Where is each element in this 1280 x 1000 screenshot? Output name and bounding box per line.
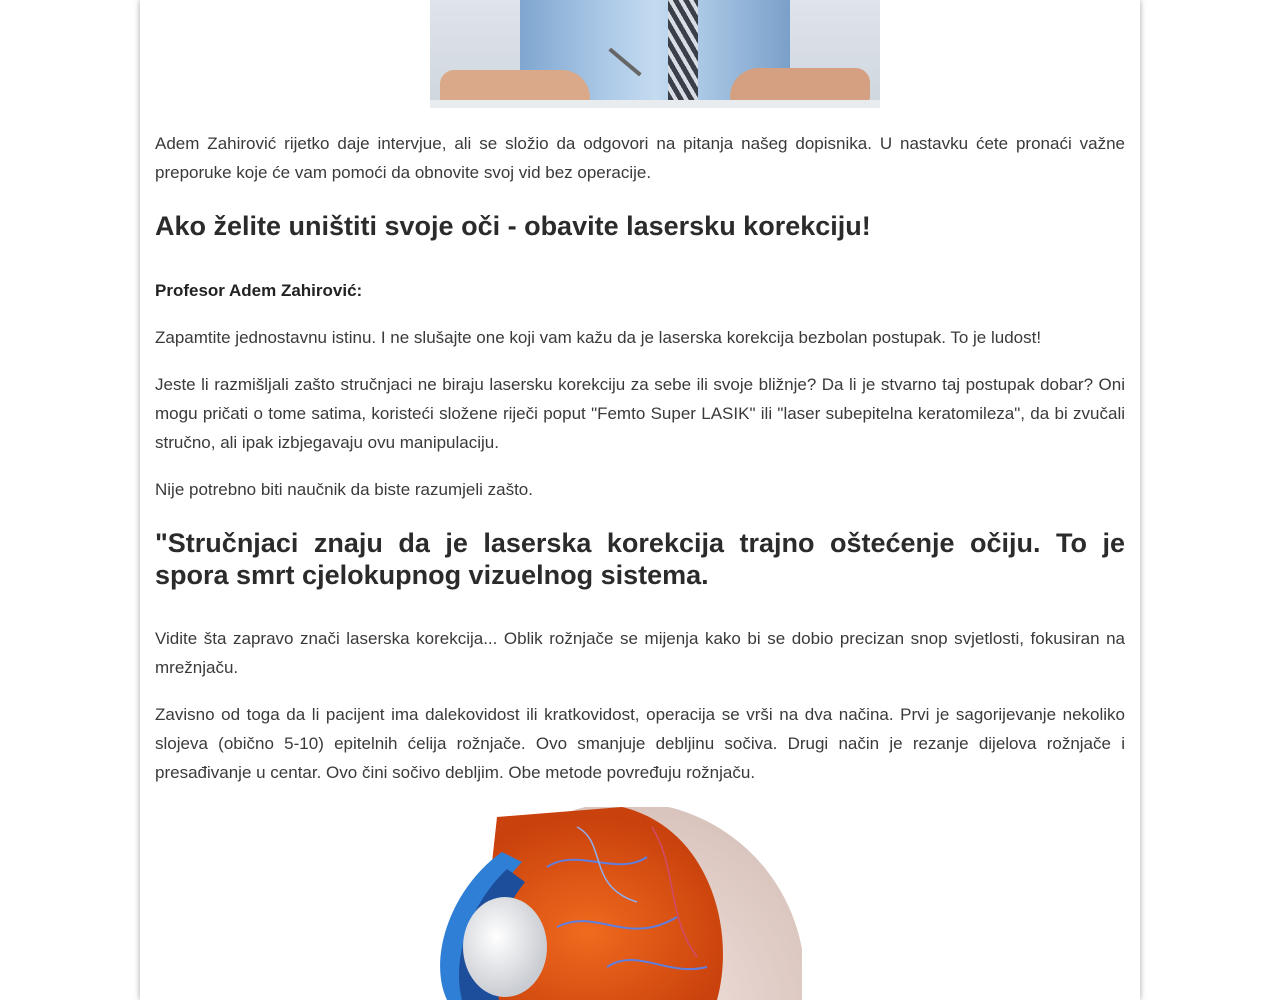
- speaker-label: Profesor Adem Zahirović:: [155, 281, 363, 300]
- doctor-photo: [430, 0, 880, 108]
- paragraph-not-scientist: Nije potrebno biti naučnik da biste razumjeli zašto.: [155, 480, 533, 499]
- paragraph-cornea-shape: Vidite šta zapravo znači laserska korekcija... Oblik rožnjače se mijenja kako bi se dobio precizan snop svjetlosti, fokusiran na mrežnjaču.: [155, 629, 1125, 677]
- heading-quote: "Stručnjaci znaju da je laserska korekcija trajno oštećenje očiju. To je spora smrt cjelokupnog vizuelnog sistema.: [155, 528, 1125, 590]
- paragraph-experts: Jeste li razmišljali zašto stručnjaci ne biraju lasersku korekciju za sebe ili svoje bližnje? Da li je stvarno taj postupak dobar? Oni mogu pričati o tome satima, koristeći složene riječi poput "Femto Super LASIK" ili "laser subepitelna keratomileza", da bi zvučali stručno, ali ipak izbjegavaju ovu manipulaciju.: [155, 375, 1125, 452]
- paragraph-methods: Zavisno od toga da li pacijent ima dalekovidost ili kratkovidost, operacija se vrši na dva načina. Prvi je sagorijevanje nekoliko slojeva (obično 5-10) epitelnih ćelija rožnjače. Ovo smanjuje debljinu sočiva. Drugi način je rezanje dijelova rožnjače i presađivanje u centar. Ovo čini sočivo debljim. Obe metode povređuju rožnjaču.: [155, 705, 1125, 782]
- intro-paragraph: Adem Zahirović rijetko daje intervjue, ali se složio da odgovori na pitanja našeg dopisnika. U nastavku ćete pronaći važne preporuke koje će vam pomoći da obnovite svoj vid bez operacije.: [155, 134, 1125, 182]
- paragraph-simple-truth: Zapamtite jednostavnu istinu. I ne slušajte one koji vam kažu da je laserska korekcija bezbolan postupak. To je ludost!: [155, 328, 1042, 347]
- article-page: [140, 0, 1140, 1000]
- eye-anatomy-illustration: [407, 807, 802, 1000]
- heading-laser-warning: Ako želite uništiti svoje oči - obavite lasersku korekciju!: [155, 211, 871, 241]
